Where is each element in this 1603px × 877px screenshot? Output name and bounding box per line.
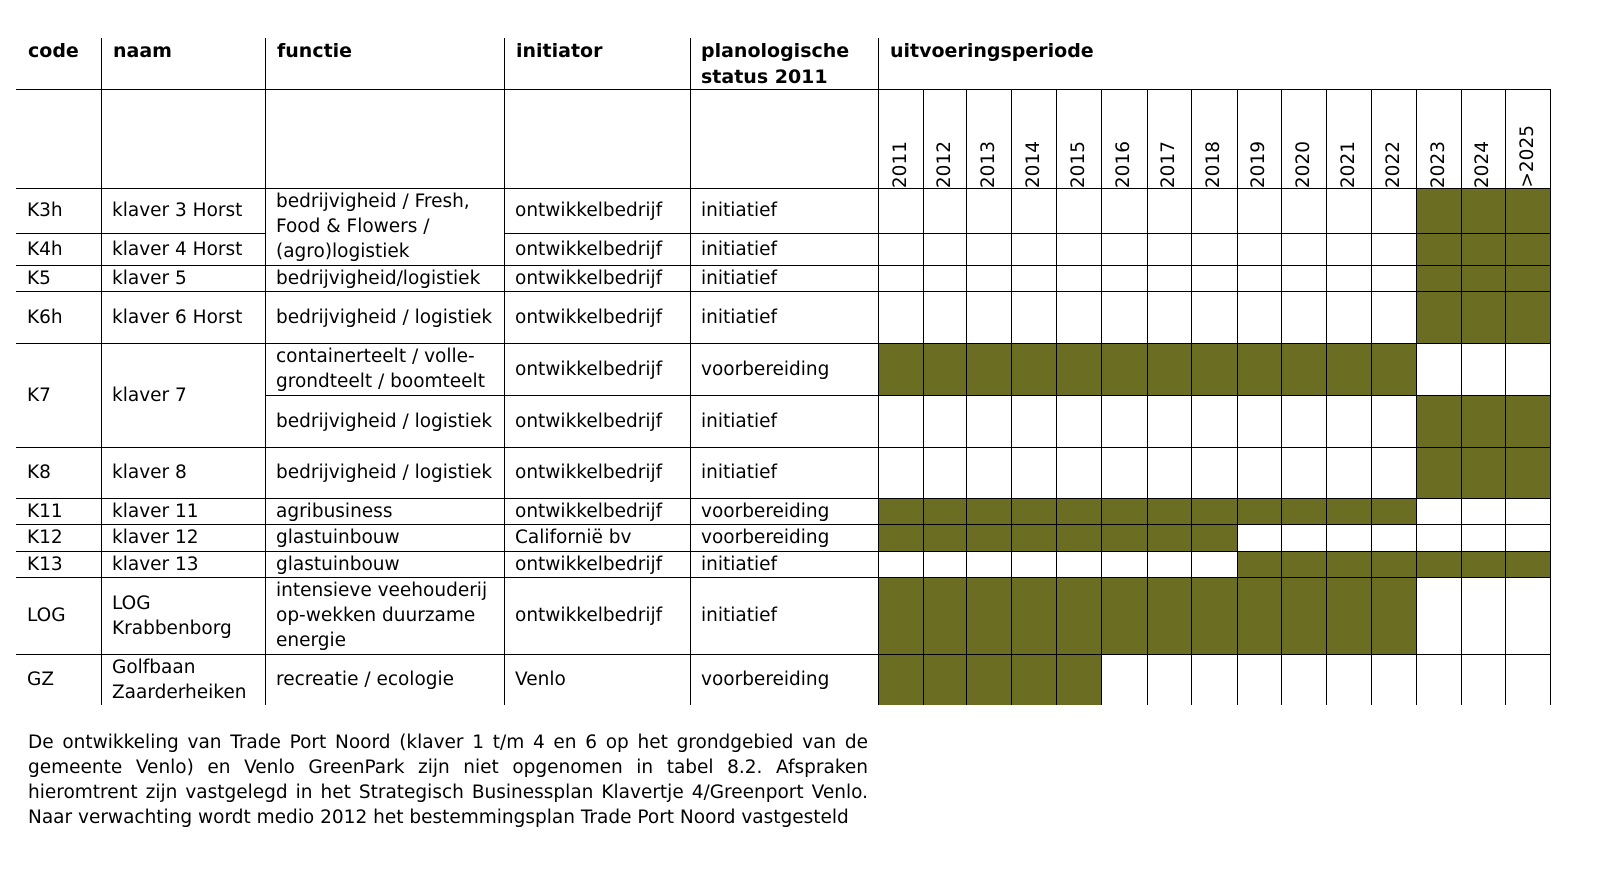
row-naam: klaver 4 Horst bbox=[112, 238, 243, 260]
row-naam: klaver 8 bbox=[112, 462, 187, 483]
row-naam: klaver 3 Horst bbox=[112, 200, 243, 221]
period-fill-2013 bbox=[966, 524, 1011, 551]
period-fill-2019 bbox=[1237, 577, 1281, 654]
year-label: >2025 bbox=[1516, 125, 1538, 188]
period-fill-2023 bbox=[1416, 551, 1461, 577]
row-code: K6h bbox=[27, 306, 63, 328]
row-functie: bedrijvigheid / logistiek bbox=[276, 410, 493, 432]
period-fill-gt2025 bbox=[1505, 265, 1550, 291]
row-functie: recreatie / ecologie bbox=[276, 669, 455, 690]
year-header bbox=[966, 92, 1011, 188]
period-fill-2023 bbox=[1416, 265, 1461, 291]
year-label: 2022 bbox=[1382, 140, 1404, 188]
header-naam: naam bbox=[113, 40, 172, 62]
period-fill-2020 bbox=[1281, 498, 1326, 524]
period-fill-2024 bbox=[1461, 188, 1505, 233]
period-fill-gt2025 bbox=[1505, 291, 1550, 343]
period-fill-2015 bbox=[1056, 577, 1101, 654]
row-functie: intensieve veehouderij op-wekken duurzame energie bbox=[276, 580, 488, 651]
row-status: voorbereiding bbox=[701, 358, 830, 380]
row-code-merged: K7 bbox=[27, 384, 51, 406]
period-fill-2022 bbox=[1371, 343, 1416, 395]
period-fill-2016 bbox=[1101, 498, 1147, 524]
year-header bbox=[1101, 92, 1147, 188]
year-header bbox=[1505, 92, 1550, 188]
grid-line bbox=[265, 38, 266, 705]
row-naam: klaver 11 bbox=[112, 500, 199, 522]
row-initiator: ontwikkelbedrijf bbox=[515, 358, 663, 380]
row-initiator: ontwikkelbedrijf bbox=[515, 267, 663, 289]
row-naam: klaver 5 bbox=[112, 267, 187, 289]
year-label: 2016 bbox=[1113, 140, 1134, 188]
row-code: K4h bbox=[27, 238, 63, 260]
year-label: 2023 bbox=[1427, 140, 1449, 188]
period-fill-2024 bbox=[1461, 395, 1505, 447]
period-fill-2020 bbox=[1281, 551, 1326, 577]
year-header bbox=[1326, 92, 1371, 188]
year-label: 2015 bbox=[1067, 140, 1089, 188]
row-naam: klaver 6 Horst bbox=[112, 306, 243, 328]
period-fill-2019 bbox=[1237, 498, 1281, 524]
row-status: voorbereiding bbox=[701, 669, 830, 690]
period-fill-2024 bbox=[1461, 291, 1505, 343]
period-fill-2016 bbox=[1101, 577, 1147, 654]
row-naam: klaver 13 bbox=[112, 553, 199, 575]
period-fill-2014 bbox=[1011, 524, 1056, 551]
period-fill-2012 bbox=[923, 498, 966, 524]
period-fill-2020 bbox=[1281, 343, 1326, 395]
year-label: 2012 bbox=[933, 140, 955, 188]
year-label: 2011 bbox=[889, 140, 911, 188]
period-fill-2013 bbox=[966, 577, 1011, 654]
row-code: K13 bbox=[27, 553, 63, 575]
year-label: 2024 bbox=[1472, 140, 1493, 188]
row-initiator: ontwikkelbedrijf bbox=[515, 200, 663, 221]
period-fill-2012 bbox=[923, 524, 966, 551]
period-fill-2024 bbox=[1461, 447, 1505, 498]
row-initiator: ontwikkelbedrijf bbox=[515, 238, 663, 260]
row-initiator: ontwikkelbedrijf bbox=[515, 500, 663, 522]
row-functie: glastuinbouw bbox=[276, 553, 400, 575]
period-fill-2014 bbox=[1011, 577, 1056, 654]
period-fill-2018 bbox=[1191, 343, 1237, 395]
row-naam: Golfbaan Zaarderheiken bbox=[112, 656, 247, 703]
row-status: initiatief bbox=[701, 410, 778, 432]
row-code: K3h bbox=[27, 200, 63, 221]
grid-line bbox=[504, 38, 505, 705]
row-functie: containerteelt / volle-grondteelt / boomteelt bbox=[276, 346, 485, 392]
row-code: K12 bbox=[27, 527, 63, 548]
period-fill-2013 bbox=[966, 343, 1011, 395]
period-fill-2012 bbox=[923, 343, 966, 395]
grid-line bbox=[1550, 89, 1551, 705]
year-header bbox=[1281, 92, 1326, 188]
row-status: initiatief bbox=[701, 553, 778, 575]
period-fill-2016 bbox=[1101, 524, 1147, 551]
year-header bbox=[878, 92, 923, 188]
period-fill-2017 bbox=[1147, 498, 1191, 524]
header-initiator: initiator bbox=[516, 40, 603, 62]
period-fill-2011 bbox=[878, 654, 923, 705]
period-fill-2019 bbox=[1237, 343, 1281, 395]
year-header bbox=[1237, 92, 1281, 188]
footnote: De ontwikkeling van Trade Port Noord (klaver 1 t/m 4 en 6 op het grondgebied van de gemeente Venlo) en Venlo GreenPark zijn niet opgenomen in tabel 8.2. Afspraken hieromtrent zijn vastgelegd in het Strategisch Businessplan Klavertje 4/Greenport Venlo. Naar verwachting wordt medio 2012 het bestemmingsplan Trade Port Noord vastgesteld bbox=[28, 732, 868, 828]
period-fill-2023 bbox=[1416, 291, 1461, 343]
period-fill-2015 bbox=[1056, 343, 1101, 395]
year-header bbox=[1416, 92, 1461, 188]
year-header bbox=[1147, 92, 1191, 188]
period-fill-2022 bbox=[1371, 551, 1416, 577]
year-header bbox=[1011, 92, 1056, 188]
period-fill-2015 bbox=[1056, 524, 1101, 551]
period-fill-2018 bbox=[1191, 577, 1237, 654]
grid-line bbox=[690, 38, 691, 705]
period-fill-2012 bbox=[923, 577, 966, 654]
period-fill-2013 bbox=[966, 498, 1011, 524]
row-functie: glastuinbouw bbox=[276, 527, 400, 548]
period-fill-2014 bbox=[1011, 343, 1056, 395]
row-status: initiatief bbox=[701, 605, 778, 626]
period-fill-gt2025 bbox=[1505, 447, 1550, 498]
row-functie: bedrijvigheid / logistiek bbox=[276, 462, 493, 483]
header-code: code bbox=[28, 40, 79, 62]
year-label: 2019 bbox=[1248, 140, 1269, 188]
period-fill-2017 bbox=[1147, 343, 1191, 395]
row-initiator: ontwikkelbedrijf bbox=[515, 462, 663, 483]
period-fill-2014 bbox=[1011, 498, 1056, 524]
period-fill-2023 bbox=[1416, 233, 1461, 265]
row-code: K5 bbox=[27, 267, 51, 289]
row-naam: klaver 12 bbox=[112, 527, 199, 548]
year-label: 2018 bbox=[1203, 140, 1224, 188]
period-fill-2016 bbox=[1101, 343, 1147, 395]
row-code: K8 bbox=[27, 462, 51, 483]
period-fill-2021 bbox=[1326, 551, 1371, 577]
header-functie: functie bbox=[277, 40, 353, 62]
period-fill-2017 bbox=[1147, 577, 1191, 654]
row-status: voorbereiding bbox=[701, 527, 830, 548]
row-code: GZ bbox=[27, 669, 55, 690]
period-fill-2011 bbox=[878, 343, 923, 395]
year-header bbox=[1461, 92, 1505, 188]
row-initiator: ontwikkelbedrijf bbox=[515, 553, 663, 575]
header-status: planologische status 2011 bbox=[701, 40, 850, 88]
period-fill-2018 bbox=[1191, 524, 1237, 551]
row-status: voorbereiding bbox=[701, 500, 830, 522]
period-fill-2023 bbox=[1416, 395, 1461, 447]
period-fill-2021 bbox=[1326, 498, 1371, 524]
year-label: 2017 bbox=[1158, 140, 1179, 188]
row-naam: LOG Krabbenborg bbox=[112, 592, 232, 639]
period-fill-2023 bbox=[1416, 447, 1461, 498]
period-fill-2013 bbox=[966, 654, 1011, 705]
year-header bbox=[1056, 92, 1101, 188]
period-fill-2022 bbox=[1371, 577, 1416, 654]
row-functie: bedrijvigheid/logistiek bbox=[276, 267, 481, 289]
row-initiator: Californië bv bbox=[515, 527, 632, 548]
period-fill-2018 bbox=[1191, 498, 1237, 524]
period-fill-2024 bbox=[1461, 233, 1505, 265]
row-status: initiatief bbox=[701, 306, 778, 328]
row-status: initiatief bbox=[701, 267, 778, 289]
row-initiator: ontwikkelbedrijf bbox=[515, 605, 663, 626]
period-fill-2014 bbox=[1011, 654, 1056, 705]
row-status: initiatief bbox=[701, 462, 778, 483]
period-fill-gt2025 bbox=[1505, 233, 1550, 265]
period-fill-2021 bbox=[1326, 577, 1371, 654]
year-label: 2014 bbox=[1022, 140, 1044, 188]
period-fill-gt2025 bbox=[1505, 188, 1550, 233]
header-uitvoeringsperiode: uitvoeringsperiode bbox=[890, 40, 1094, 62]
period-fill-2019 bbox=[1237, 551, 1281, 577]
year-label: 2020 bbox=[1292, 140, 1314, 188]
period-fill-2011 bbox=[878, 498, 923, 524]
year-label: 2013 bbox=[977, 140, 999, 188]
period-fill-2011 bbox=[878, 524, 923, 551]
period-fill-gt2025 bbox=[1505, 395, 1550, 447]
row-code: LOG bbox=[27, 605, 66, 626]
period-fill-2017 bbox=[1147, 524, 1191, 551]
row-functie-merged: bedrijvigheid / Fresh, Food & Flowers / (agro)logistiek bbox=[276, 191, 470, 262]
row-status: initiatief bbox=[701, 200, 778, 221]
row-code: K11 bbox=[27, 500, 63, 522]
period-fill-2022 bbox=[1371, 498, 1416, 524]
period-fill-2011 bbox=[878, 577, 923, 654]
row-functie: agribusiness bbox=[276, 500, 393, 522]
year-label: 2021 bbox=[1337, 140, 1359, 188]
period-fill-2012 bbox=[923, 654, 966, 705]
year-header bbox=[1191, 92, 1237, 188]
grid-line bbox=[101, 38, 102, 705]
period-fill-2015 bbox=[1056, 498, 1101, 524]
row-status: initiatief bbox=[701, 238, 778, 260]
row-naam-merged: klaver 7 bbox=[112, 384, 187, 406]
row-initiator: ontwikkelbedrijf bbox=[515, 410, 663, 432]
period-fill-2024 bbox=[1461, 265, 1505, 291]
year-header bbox=[1371, 92, 1416, 188]
period-fill-2020 bbox=[1281, 577, 1326, 654]
year-header bbox=[923, 92, 966, 188]
period-fill-gt2025 bbox=[1505, 551, 1550, 577]
grid-line bbox=[16, 89, 1550, 90]
row-initiator: Venlo bbox=[515, 669, 566, 690]
period-fill-2023 bbox=[1416, 188, 1461, 233]
row-initiator: ontwikkelbedrijf bbox=[515, 306, 663, 328]
period-fill-2015 bbox=[1056, 654, 1101, 705]
period-fill-2024 bbox=[1461, 551, 1505, 577]
row-functie: bedrijvigheid / logistiek bbox=[276, 306, 493, 328]
period-fill-2021 bbox=[1326, 343, 1371, 395]
